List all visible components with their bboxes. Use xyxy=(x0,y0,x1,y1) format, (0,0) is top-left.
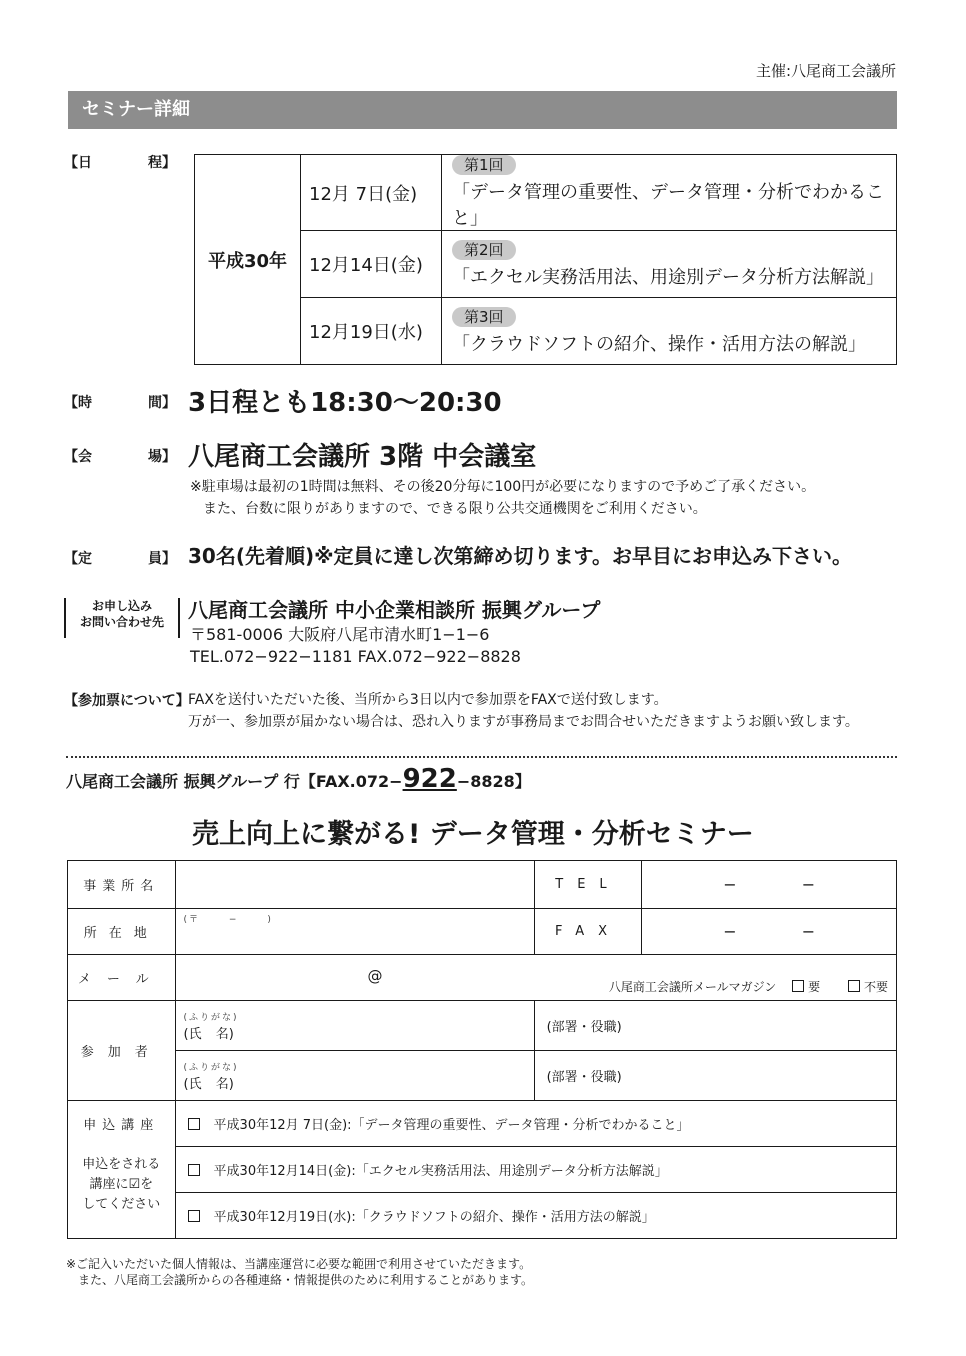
capacity-value: 30名(先着順)※定員に達し次第締め切ります。お早目にお申込み下さい。 xyxy=(188,544,852,568)
tel-header: TEL xyxy=(534,861,642,909)
contact-org: 八尾商工会議所 中小企業相談所 振興グループ xyxy=(188,598,601,622)
mail-magazine: 八尾商工会議所メールマガジン 要 不要 xyxy=(608,980,888,994)
mail-field[interactable] xyxy=(175,955,896,1001)
time-value: 3日程とも18:30〜20:30 xyxy=(188,388,502,418)
address-header: 所在地 xyxy=(68,909,176,955)
form-title: 売上向上に繋がる! データ管理・分析セミナー xyxy=(192,819,754,850)
section-title: セミナー詳細 xyxy=(68,91,897,129)
course-instruction: 申込をされる 講座に☑を してください xyxy=(68,1147,176,1239)
session-topic xyxy=(442,155,897,231)
session-date: 12月 7日(金) xyxy=(301,155,442,231)
session-topic xyxy=(442,298,897,365)
course-option[interactable]: 平成30年12月14日(金):「エクセル実務活用法、用途別データ分析方法解説」 xyxy=(175,1147,896,1193)
mag-no-checkbox[interactable] xyxy=(848,980,860,992)
participant-name-field[interactable]: (ふりがな) (氏 名) xyxy=(175,1001,534,1051)
tel-field[interactable]: − − xyxy=(642,861,897,909)
session-topic xyxy=(442,231,897,298)
session-badge: 第3回 xyxy=(452,307,516,327)
participant-dept-field[interactable]: (部署・役職) xyxy=(534,1051,896,1101)
session-date: 12月19日(水) xyxy=(301,298,442,365)
company-field[interactable] xyxy=(175,861,534,909)
fax-to-line: 八尾商工会議所 振興グループ 行【FAX.072−922−8828】 xyxy=(66,764,531,794)
participants-header: 参加者 xyxy=(68,1001,176,1101)
session-title: 「クラウドソフトの紹介、操作・活用方法の解説」 xyxy=(452,333,866,355)
venue-name: 八尾商工会議所 3階 中会議室 xyxy=(188,442,537,472)
ticket-label: 【参加票について】 xyxy=(64,693,190,709)
session-badge: 第1回 xyxy=(452,155,516,175)
course-header: 申込講座 xyxy=(68,1101,176,1147)
venue-note: ※駐車場は最初の1時間は無料、その後20分毎に100円が必要になりますので予めご了承ください。 xyxy=(190,479,816,495)
course-option[interactable]: 平成30年12月 7日(金):「データ管理の重要性、データ管理・分析でわかること」 xyxy=(175,1101,896,1147)
schedule-table xyxy=(194,154,897,365)
company-header: 事業所名 xyxy=(68,861,176,909)
session-date: 12月14日(金) xyxy=(301,231,442,298)
course-checkbox[interactable] xyxy=(188,1210,200,1222)
contact-phones: TEL.072−922−1181 FAX.072−922−8828 xyxy=(190,647,521,666)
participant-name-field[interactable]: (ふりがな) (氏 名) xyxy=(175,1051,534,1101)
privacy-note: ※ご記入いただいた個人情報は、当講座運営に必要な範囲で利用させていただきます。 また、八尾商工会議所からの各種連絡・情報提供のために利用することがあります。 xyxy=(66,1257,534,1287)
course-checkbox[interactable] xyxy=(188,1164,200,1176)
schedule-year: 平成30年 xyxy=(195,155,301,365)
fax-header: FAX xyxy=(534,909,642,955)
address-field[interactable]: (〒 − ) xyxy=(175,909,534,955)
course-checkbox[interactable] xyxy=(188,1118,200,1130)
ticket-text: FAXを送付いただいた後、当所から3日以内で参加票をFAXで送付致します。 xyxy=(188,692,668,708)
fax-field[interactable]: − − xyxy=(642,909,897,955)
mag-yes-checkbox[interactable] xyxy=(792,980,804,992)
session-title: 「エクセル実務活用法、用途別データ分析方法解説」 xyxy=(452,266,884,288)
at-sign: @ xyxy=(367,967,383,985)
session-badge: 第2回 xyxy=(452,240,516,260)
participant-dept-field[interactable]: (部署・役職) xyxy=(534,1001,896,1051)
ticket-text: 万が一、参加票が届かない場合は、恐れ入りますが事務局までお問合せいただきますようお願い致します。 xyxy=(188,714,859,730)
mail-header: メール xyxy=(68,955,176,1001)
contact-address: 〒581-0006 大阪府八尾市清水町1−1−6 xyxy=(190,625,490,644)
organizer-text: 主催:八尾商工会議所 xyxy=(755,62,896,80)
session-title: 「データ管理の重要性、データ管理・分析でわかること」 xyxy=(452,182,884,229)
contact-label: お申し込み お問い合わせ先 xyxy=(64,598,180,638)
cut-line xyxy=(66,756,897,758)
course-option[interactable]: 平成30年12月19日(水):「クラウドソフトの紹介、操作・活用方法の解説」 xyxy=(175,1193,896,1239)
application-form xyxy=(67,860,897,1239)
venue-note: また、台数に限りがありますので、できる限り公共交通機関をご利用ください。 xyxy=(203,501,707,517)
